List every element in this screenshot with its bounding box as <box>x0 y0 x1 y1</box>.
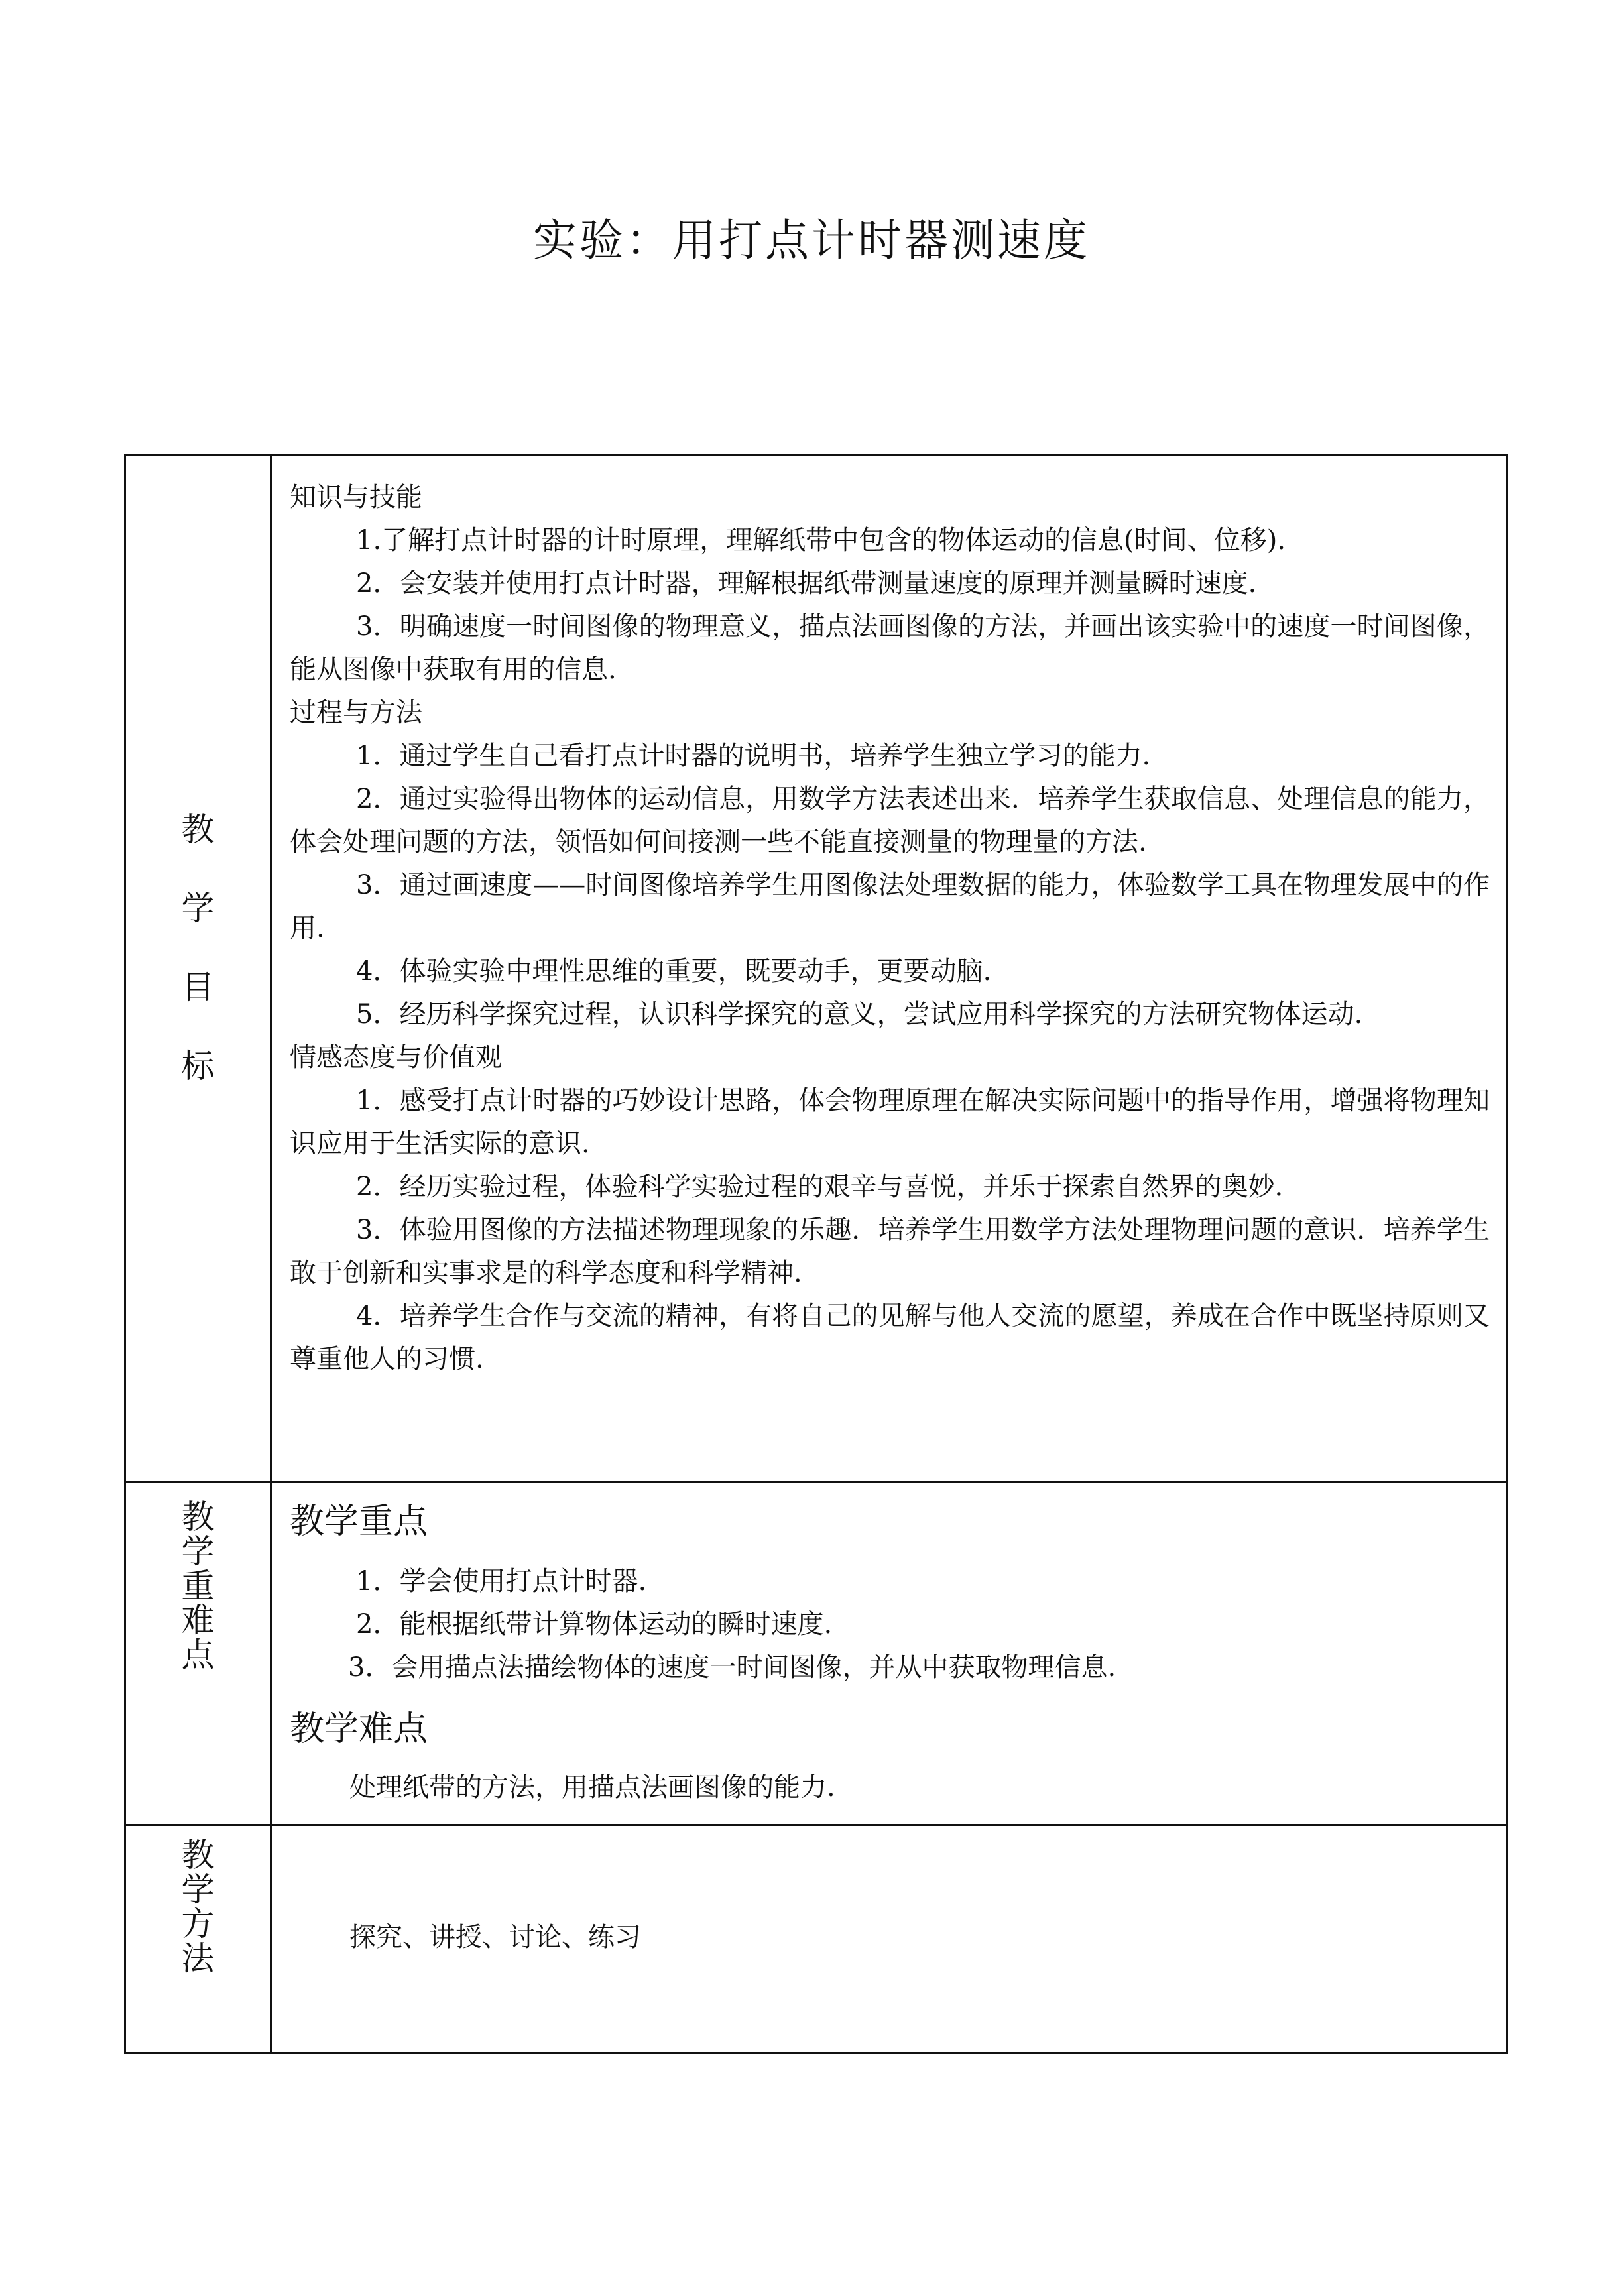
focus-heading: 教学重点 <box>290 1502 428 1541</box>
section-heading: 过程与方法 <box>290 697 422 728</box>
page-title: 实验：用打点计时器测速度 <box>533 215 1090 266</box>
row-divider <box>124 1824 1508 1826</box>
list-item: 2．能根据纸带计算物体运动的瞬时速度. <box>356 1609 833 1640</box>
goals-content <box>290 476 1490 1381</box>
methods-content <box>290 1916 1490 1959</box>
methods-label-char: 方 <box>181 1905 215 1943</box>
goals-label-char: 学 <box>181 889 215 928</box>
list-item: 3．明确速度一时间图像的物理意义，描点法画图像的方法，并画出该实验中的速度一时间图像，能从图像中获取有用的信息. <box>290 611 1490 685</box>
list-item: 4．体验实验中理性思维的重要，既要动手，更要动脑. <box>356 956 992 987</box>
keypoints-content <box>290 1495 1490 1809</box>
keypoints-label-char: 学 <box>181 1532 215 1571</box>
difficulty-text: 处理纸带的方法，用描点法画图像的能力. <box>349 1772 835 1803</box>
goals-label-char: 教 <box>181 810 215 849</box>
list-item: 3．体验用图像的方法描述物理现象的乐趣．培养学生用数学方法处理物理问题的意识．培养学生敢于创新和实事求是的科学态度和科学精神. <box>290 1215 1490 1288</box>
keypoints-label-char: 难 <box>181 1601 215 1640</box>
methods-label-char: 法 <box>181 1939 215 1978</box>
list-item: 4．培养学生合作与交流的精神，有将自己的见解与他人交流的愿望，养成在合作中既坚持原则又尊重他人的习惯. <box>290 1301 1490 1374</box>
goals-label <box>126 809 270 1087</box>
list-item: 3．通过画速度——时间图像培养学生用图像法处理数据的能力，体验数学工具在物理发展中的作用. <box>290 870 1490 943</box>
list-item: 2．通过实验得出物体的运动信息，用数学方法表述出来．培养学生获取信息、处理信息的能力，体会处理问题的方法，领悟如何间接测一些不能直接测量的物理量的方法. <box>290 784 1490 857</box>
difficulty-heading: 教学难点 <box>290 1709 428 1749</box>
column-divider <box>270 454 272 2054</box>
list-item: 2．会安装并使用打点计时器，理解根据纸带测量速度的原理并测量瞬时速度. <box>356 568 1257 599</box>
keypoints-label <box>126 1500 270 1672</box>
keypoints-label-char: 重 <box>181 1567 215 1605</box>
section-heading: 知识与技能 <box>290 482 422 513</box>
list-item: 3．会用描点法描绘物体的速度一时间图像，并从中获取物理信息. <box>348 1652 1116 1683</box>
row-divider <box>124 1481 1508 1483</box>
goals-label-char: 目 <box>181 968 215 1006</box>
list-item: 1．感受打点计时器的巧妙设计思路，体会物理原理在解决实际问题中的指导作用，增强将物理知识应用于生活实际的意识. <box>290 1085 1490 1159</box>
list-item: 5．经历科学探究过程，认识科学探究的意义，尝试应用科学探究的方法研究物体运动. <box>356 999 1363 1030</box>
methods-text: 探究、讲授、讨论、练习 <box>349 1922 641 1953</box>
methods-label-char: 学 <box>181 1870 215 1909</box>
keypoints-label-char: 教 <box>181 1498 215 1536</box>
section-heading: 情感态度与价值观 <box>290 1042 502 1073</box>
keypoints-label-char: 点 <box>181 1636 215 1674</box>
list-item: 1．学会使用打点计时器. <box>356 1566 647 1597</box>
methods-label-char: 教 <box>181 1836 215 1874</box>
list-item: 1.了解打点计时器的计时原理，理解纸带中包含的物体运动的信息(时间、位移). <box>356 525 1286 556</box>
list-item: 2．经历实验过程，体验科学实验过程的艰辛与喜悦，并乐于探索自然界的奥妙. <box>356 1172 1284 1202</box>
goals-label-char: 标 <box>181 1047 215 1085</box>
methods-label <box>126 1838 270 1976</box>
list-item: 1．通过学生自己看打点计时器的说明书，培养学生独立学习的能力. <box>356 741 1151 771</box>
